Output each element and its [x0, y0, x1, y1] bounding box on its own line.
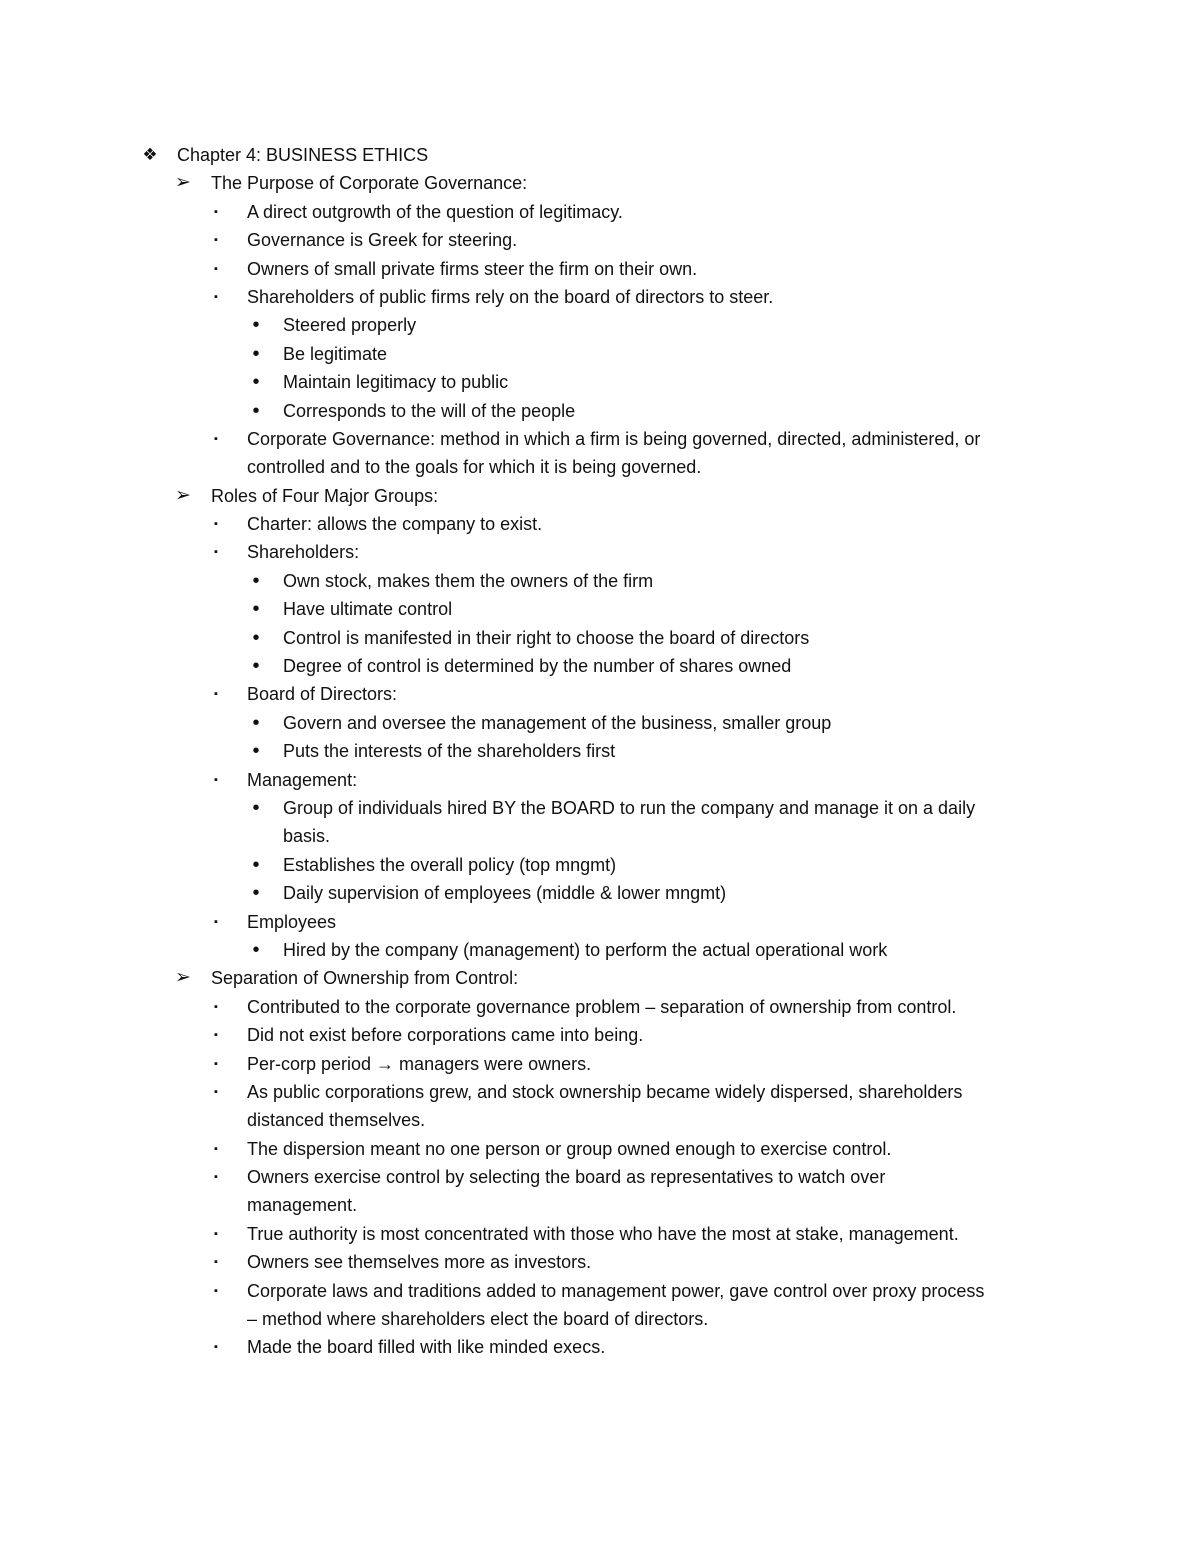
dot-bullet-icon: • — [252, 342, 260, 365]
sub-list-item — [0, 936, 1200, 964]
square-bullet-icon: ▪ — [214, 773, 218, 786]
chapter-title: Chapter 4: BUSINESS ETHICS — [177, 145, 429, 165]
list-item-text: Did not exist before corporations came into being. — [247, 1025, 644, 1046]
list-item-text: Corporate Governance: method in which a firm is being governed, directed, administered, or — [247, 428, 981, 449]
sub-list-item-text: Group of individuals hired BY the BOARD to run the company and manage it on a daily — [283, 797, 976, 818]
square-bullet-icon: ▪ — [214, 518, 218, 531]
square-bullet-icon: ▪ — [214, 290, 218, 303]
dot-bullet-icon: • — [252, 626, 260, 649]
list-item-continuation — [0, 453, 1200, 481]
sub-list-item-text: Hired by the company (management) to perform the actual operational work — [283, 939, 888, 960]
square-bullet-icon: ▪ — [214, 1341, 218, 1354]
document-body — [0, 141, 1200, 1362]
list-item-text: Shareholders of public firms rely on the board of directors to steer. — [247, 286, 774, 307]
square-bullet-icon: ▪ — [214, 915, 218, 928]
list-item-continuation — [0, 1106, 1200, 1134]
sub-list-item — [0, 652, 1200, 680]
list-item-text: management. — [247, 1195, 358, 1216]
section-heading-text: The Purpose of Corporate Governance: — [211, 173, 528, 194]
arrowhead-bullet-icon: ➢ — [175, 484, 191, 506]
square-bullet-icon: ▪ — [214, 1227, 218, 1240]
list-item-text: Owners see themselves more as investors. — [247, 1252, 592, 1273]
sub-list-item — [0, 851, 1200, 879]
list-item — [0, 538, 1200, 566]
arrowhead-bullet-icon: ➢ — [175, 172, 191, 194]
sub-list-item-text: Maintain legitimacy to public — [283, 372, 509, 393]
list-item — [0, 1277, 1200, 1305]
dot-bullet-icon: • — [252, 569, 260, 592]
square-bullet-icon: ▪ — [214, 205, 218, 218]
list-item-text: As public corporations grew, and stock ownership became widely dispersed, shareholders — [247, 1081, 963, 1102]
square-bullet-icon: ▪ — [214, 432, 218, 445]
list-item — [0, 1163, 1200, 1191]
square-bullet-icon: ▪ — [214, 234, 218, 247]
list-item-text: Charter: allows the company to exist. — [247, 514, 543, 535]
list-item — [0, 425, 1200, 453]
sub-list-item — [0, 879, 1200, 907]
square-bullet-icon: ▪ — [214, 1142, 218, 1155]
sub-list-item — [0, 397, 1200, 425]
list-item-text: Employees — [247, 911, 337, 932]
sub-list-item — [0, 567, 1200, 595]
dot-bullet-icon: • — [252, 796, 260, 819]
list-item-text: Made the board filled with like minded execs. — [247, 1337, 606, 1358]
sub-list-item-text: Govern and oversee the management of the business, smaller group — [283, 712, 832, 733]
sub-list-item — [0, 340, 1200, 368]
square-bullet-icon: ▪ — [214, 1256, 218, 1269]
square-bullet-icon: ▪ — [214, 1057, 218, 1070]
list-item-text: Corporate laws and traditions added to management power, gave control over proxy process — [247, 1280, 985, 1301]
list-item-text: Contributed to the corporate governance problem – separation of ownership from control. — [247, 996, 957, 1017]
sub-list-item — [0, 624, 1200, 652]
list-item-text: – method where shareholders elect the board of directors. — [247, 1309, 709, 1330]
list-item-text: Board of Directors: — [247, 684, 398, 705]
list-item — [0, 255, 1200, 283]
list-item-continuation — [0, 1305, 1200, 1333]
sub-list-item-text: Have ultimate control — [283, 599, 453, 620]
square-bullet-icon: ▪ — [214, 1284, 218, 1297]
list-item-text: A direct outgrowth of the question of legitimacy. — [247, 201, 623, 222]
diamond-bullet-icon: ❖ — [142, 145, 158, 164]
square-bullet-icon: ▪ — [214, 688, 218, 701]
list-item — [0, 198, 1200, 226]
sub-list-item-continuation — [0, 822, 1200, 850]
dot-bullet-icon: • — [252, 314, 260, 337]
list-item — [0, 993, 1200, 1021]
list-item-text: controlled and to the goals for which it is being governed. — [247, 457, 702, 478]
list-item — [0, 226, 1200, 254]
list-item-text: distanced themselves. — [247, 1110, 426, 1131]
list-item-text: Per-corp period → managers were owners. — [247, 1053, 592, 1074]
section-heading — [0, 169, 1200, 197]
dot-bullet-icon: • — [252, 853, 260, 876]
list-item-text: True authority is most concentrated with those who have the most at stake, management. — [247, 1223, 959, 1244]
list-item — [0, 1248, 1200, 1276]
square-bullet-icon: ▪ — [214, 262, 218, 275]
dot-bullet-icon: • — [252, 371, 260, 394]
dot-bullet-icon: • — [252, 711, 260, 734]
sub-list-item — [0, 794, 1200, 822]
list-item — [0, 1333, 1200, 1361]
section-heading-text: Separation of Ownership from Control: — [211, 968, 519, 989]
list-item — [0, 680, 1200, 708]
sub-list-item — [0, 311, 1200, 339]
list-item-text: Governance is Greek for steering. — [247, 230, 518, 251]
list-item-text: The dispersion meant no one person or group owned enough to exercise control. — [247, 1138, 892, 1159]
square-bullet-icon: ▪ — [214, 546, 218, 559]
sub-list-item-text: Be legitimate — [283, 343, 388, 364]
list-item-text: Owners exercise control by selecting the board as representatives to watch over — [247, 1167, 886, 1188]
square-bullet-icon: ▪ — [214, 1085, 218, 1098]
dot-bullet-icon: • — [252, 740, 260, 763]
arrowhead-bullet-icon: ➢ — [175, 967, 191, 989]
list-item — [0, 766, 1200, 794]
sub-list-item-text: basis. — [283, 826, 331, 847]
list-item-text: Shareholders: — [247, 542, 360, 563]
sub-list-item-text: Own stock, makes them the owners of the firm — [283, 570, 654, 591]
list-item — [0, 908, 1200, 936]
list-item — [0, 1050, 1200, 1078]
sub-list-item-text: Establishes the overall policy (top mngmt) — [283, 854, 617, 875]
sub-list-item — [0, 368, 1200, 396]
square-bullet-icon: ▪ — [214, 1171, 218, 1184]
section-heading-text: Roles of Four Major Groups: — [211, 485, 439, 506]
list-item — [0, 1135, 1200, 1163]
sub-list-item-text: Control is manifested in their right to choose the board of directors — [283, 627, 810, 648]
sub-list-item — [0, 737, 1200, 765]
sub-list-item-text: Degree of control is determined by the number of shares owned — [283, 656, 792, 677]
list-item — [0, 1078, 1200, 1106]
list-item-text: Owners of small private firms steer the firm on their own. — [247, 258, 698, 279]
square-bullet-icon: ▪ — [214, 1029, 218, 1042]
list-item-text: Management: — [247, 769, 358, 790]
square-bullet-icon: ▪ — [214, 1000, 218, 1013]
sub-list-item-text: Steered properly — [283, 315, 417, 336]
section-heading — [0, 482, 1200, 510]
list-item-continuation — [0, 1191, 1200, 1219]
sub-list-item-text: Corresponds to the will of the people — [283, 400, 576, 421]
list-item — [0, 1220, 1200, 1248]
sub-list-item — [0, 595, 1200, 623]
dot-bullet-icon: • — [252, 655, 260, 678]
sub-list-item-text: Daily supervision of employees (middle & lower mngmt) — [283, 883, 727, 904]
list-item — [0, 283, 1200, 311]
dot-bullet-icon: • — [252, 399, 260, 422]
dot-bullet-icon: • — [252, 882, 260, 905]
list-item — [0, 510, 1200, 538]
section-heading — [0, 964, 1200, 992]
dot-bullet-icon: • — [252, 938, 260, 961]
title-line — [0, 141, 1200, 169]
sub-list-item-text: Puts the interests of the shareholders first — [283, 741, 616, 762]
list-item — [0, 1021, 1200, 1049]
sub-list-item — [0, 709, 1200, 737]
dot-bullet-icon: • — [252, 598, 260, 621]
